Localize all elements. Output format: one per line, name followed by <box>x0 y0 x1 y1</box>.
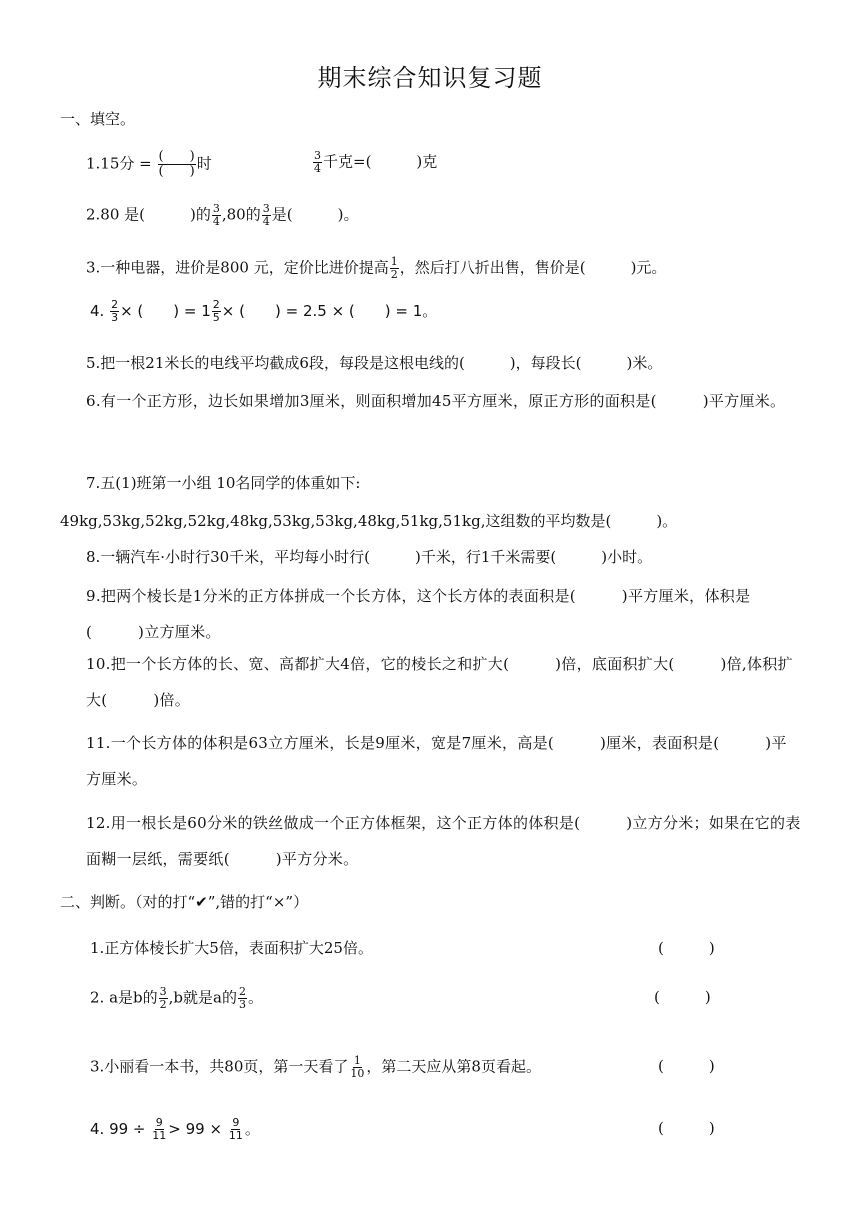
question-10: 10.把一个长方体的长、宽、高都扩大4倍，它的棱长之和扩大( )倍，底面积扩大( )倍,体积扩大( )倍。 <box>86 655 793 709</box>
judge-4-answer-paren: ( ) <box>658 1119 715 1137</box>
j2-f2-numerator: 2 <box>238 985 246 998</box>
j4-f1-numerator: 9 <box>155 1116 163 1129</box>
question-7-line-2: 49kg,53kg,52kg,52kg,48kg,53kg,53kg,48kg,51kg,51kg,这组数的平均数是( )。 <box>60 512 678 530</box>
q1b-numerator: 3 <box>314 149 321 162</box>
q2-f2-numerator: 3 <box>262 202 270 215</box>
j2-part2: ,b就是a的 <box>168 988 237 1007</box>
j4-f2-denominator: 11 <box>228 1129 243 1142</box>
j3-fraction <box>349 1055 365 1080</box>
question-7-line-1: 7.五(1)班第一小组 10名同学的体重如下: <box>86 474 361 492</box>
j4-f2-numerator: 9 <box>232 1116 240 1129</box>
j4-f1-denominator: 11 <box>152 1129 167 1142</box>
j2-part3: 。 <box>247 988 263 1007</box>
j4-part3: 。 <box>244 1120 260 1138</box>
q4-f1-denominator: 3 <box>111 311 119 324</box>
q3-part1: 3.一种电器，进价是800 元，定价比进价提高 <box>86 258 389 277</box>
j3-numerator: 1 <box>353 1054 361 1067</box>
q1b-fraction <box>313 150 322 175</box>
question-11: 11.一个长方体的体积是63立方厘米，长是9厘米，宽是7厘米，高是( )厘米，表面积是( )平方厘米。 <box>86 734 787 788</box>
section-heading-judge: 二、判断。（对的打“✔”,错的打“×”） <box>60 893 309 911</box>
j2-part1: 2. a是b的 <box>90 988 158 1007</box>
judge-2 <box>90 986 263 1011</box>
q1-prefix: 1.15分 = <box>86 154 152 173</box>
q4-f1-numerator: 2 <box>111 298 119 311</box>
j4-part1: 4. 99 ÷ <box>90 1120 146 1138</box>
j4-fraction-2 <box>228 1117 244 1142</box>
j4-part2: > 99 × <box>168 1120 223 1138</box>
q4-fraction-2 <box>212 299 221 324</box>
q1-fraction-denominator: ( ) <box>158 164 195 179</box>
q2-fraction-2 <box>262 203 271 228</box>
q3-numerator: 1 <box>390 255 398 268</box>
judge-4 <box>90 1117 260 1142</box>
j2-fraction-2 <box>238 986 247 1011</box>
q1-suffix: 时 <box>196 154 212 173</box>
q2-part2: ,80的 <box>221 205 261 224</box>
q2-fraction-1 <box>212 203 221 228</box>
q4-part3: × ( ) = 2.5 × ( ) = 1。 <box>221 302 438 320</box>
q2-f1-denominator: 4 <box>212 215 220 228</box>
judge-3 <box>90 1055 541 1080</box>
judge-1: 1.正方体棱长扩大5倍，表面积扩大25倍。 <box>90 939 373 957</box>
j3-denominator: 10 <box>350 1067 365 1080</box>
question-1 <box>86 150 212 179</box>
q1b-text: 千克=( )克 <box>323 152 438 171</box>
question-2 <box>86 203 358 228</box>
question-5: 5.把一根21米长的电线平均截成6段，每段是这根电线的( )，每段长( )米。 <box>86 354 663 372</box>
question-12: 12.用一根长是60分米的铁丝做成一个正方体框架，这个正方体的体积是( )立方分米；如果在它的表面糊一层纸，需要纸( )平方分米。 <box>86 814 801 868</box>
page-title: 期末综合知识复习题 <box>317 64 543 92</box>
question-8: 8.一辆汽车·小时行30千米，平均每小时行( )千米，行1千米需要( )小时。 <box>86 548 653 566</box>
j2-f1-denominator: 2 <box>159 998 167 1011</box>
q1-fraction-numerator: ( ) <box>158 149 195 164</box>
question-3 <box>86 256 666 281</box>
j3-part2: ，第二天应从第8页看起。 <box>366 1057 541 1076</box>
q1b-denominator: 4 <box>314 162 321 175</box>
q4-part2: × ( ) = 1 <box>120 302 211 320</box>
q3-part2: ，然后打八折出售，售价是( )元。 <box>399 258 667 277</box>
question-4 <box>90 299 437 324</box>
q3-denominator: 2 <box>390 268 398 281</box>
question-1b <box>312 150 437 175</box>
q3-fraction <box>390 256 399 281</box>
judge-3-answer-paren: ( ) <box>658 1057 715 1075</box>
q4-part1: 4. <box>90 302 105 320</box>
q4-fraction-1 <box>110 299 119 324</box>
question-6: 6.有一个正方形，边长如果增加3厘米，则面积增加45平方厘米，原正方形的面积是( )平方厘米。 <box>86 392 786 410</box>
judge-2-answer-paren: ( ) <box>654 988 711 1006</box>
judge-1-answer-paren: ( ) <box>658 939 715 957</box>
j2-fraction-1 <box>159 986 168 1011</box>
section-heading-fill-blank: 一、填空。 <box>60 110 136 128</box>
j2-f1-numerator: 3 <box>159 985 167 998</box>
q4-f2-denominator: 5 <box>212 311 220 324</box>
q1-fraction-blank <box>158 150 196 179</box>
question-9: 9.把两个棱长是1分米的正方体拼成一个长方体，这个长方体的表面积是( )平方厘米，体积是( )立方厘米。 <box>86 587 751 641</box>
j2-f2-denominator: 3 <box>238 998 246 1011</box>
q2-part1: 2.80 是( )的 <box>86 205 211 224</box>
q2-f2-denominator: 4 <box>262 215 270 228</box>
q2-f1-numerator: 3 <box>212 202 220 215</box>
q4-f2-numerator: 2 <box>212 298 220 311</box>
j4-fraction-1 <box>151 1117 167 1142</box>
q2-part3: 是( )。 <box>271 205 359 224</box>
j3-part1: 3.小丽看一本书，共80页，第一天看了 <box>90 1057 349 1076</box>
